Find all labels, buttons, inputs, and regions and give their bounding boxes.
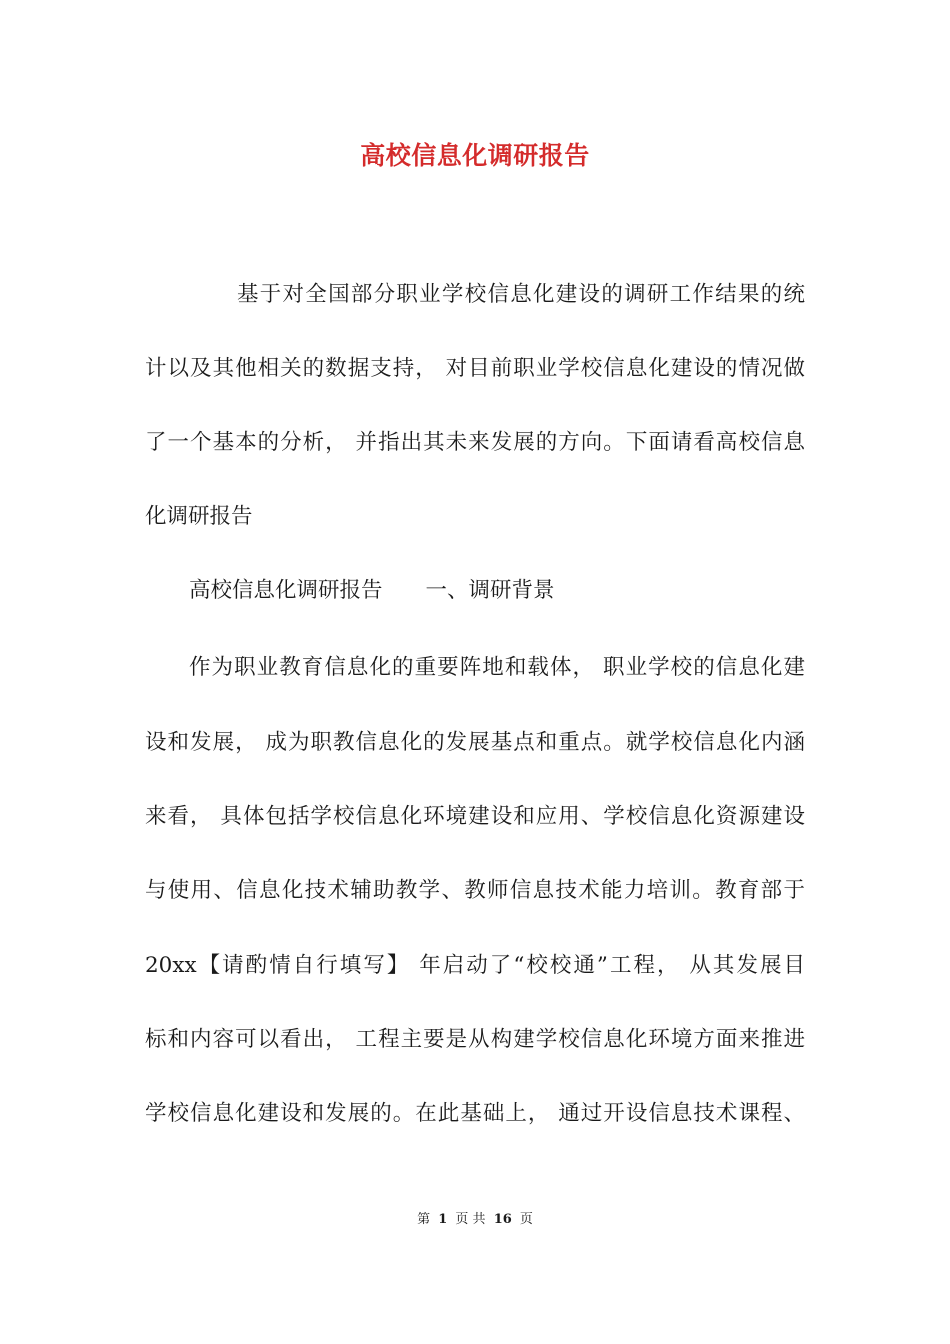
paragraph-line: 基于对全国部分职业学校信息化建设的调研工作结果的统 [237,282,805,307]
paragraph-line: 20xx【请酌情自行填写】 年启动了“校校通”工程， 从其发展目 [145,953,805,978]
footer-prefix: 第 [417,1212,431,1227]
total-pages: 16 [493,1212,512,1227]
paragraph-line: 标和内容可以看出， 工程主要是从构建学校信息化环境方面来推进 [145,1027,805,1052]
section-heading: 高校信息化调研报告 一、调研背景 [189,578,555,603]
paragraph-line: 了一个基本的分析， 并指出其未来发展的方向。下面请看高校信息 [145,430,805,455]
paragraph-line: 学校信息化建设和发展的。在此基础上， 通过开设信息技术课程、 [145,1101,805,1126]
footer-mid: 页 共 [455,1212,486,1227]
document-title: 高校信息化调研报告 [360,141,590,170]
page-footer [0,1208,950,1227]
paragraph-line: 与使用、信息化技术辅助教学、教师信息技术能力培训。教育部于 [145,878,805,903]
paragraph-line: 计以及其他相关的数据支持， 对目前职业学校信息化建设的情况做 [145,356,805,381]
paragraph-line: 设和发展， 成为职教信息化的发展基点和重点。就学校信息化内涵 [145,730,805,755]
footer-suffix: 页 [519,1212,533,1227]
paragraph-line: 作为职业教育信息化的重要阵地和载体， 职业学校的信息化建 [189,655,805,680]
paragraph-line: 来看， 具体包括学校信息化环境建设和应用、学校信息化资源建设 [145,804,805,829]
paragraph-line: 化调研报告 [145,504,253,529]
page-number: 1 [438,1212,448,1227]
